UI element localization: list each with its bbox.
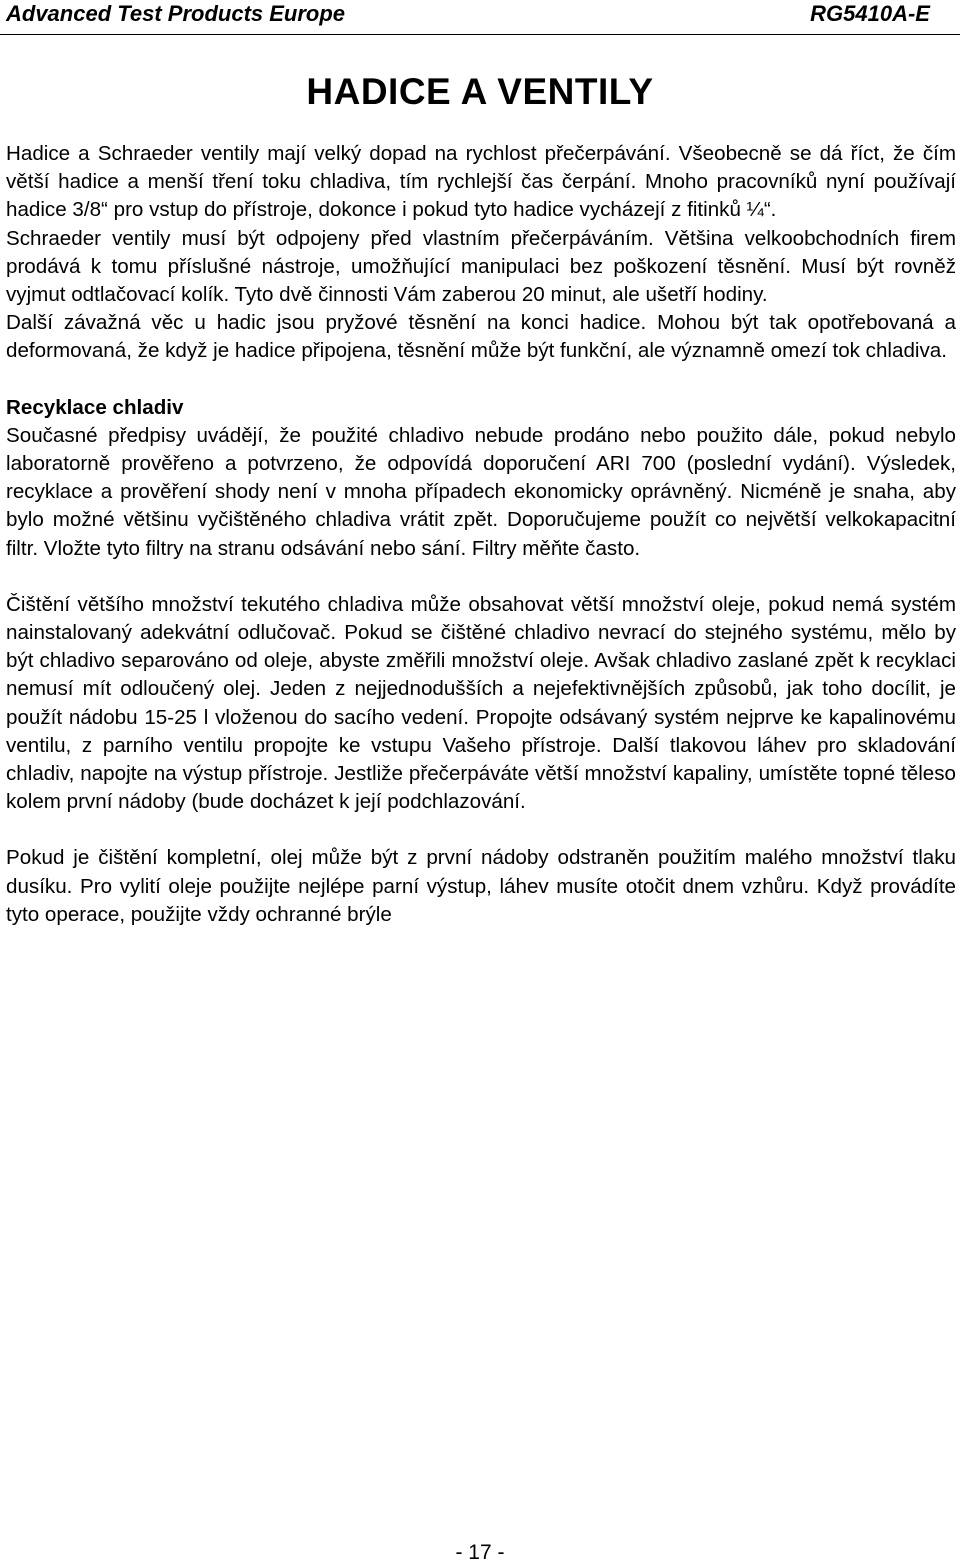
page-title: HADICE A VENTILY — [306, 71, 654, 112]
paragraph-oil-separation: Čištění většího množství tekutého chladiva může obsahovat větší množství oleje, pokud nemá systém nainstalovaný adekvátní odlučovač. Pokud se čištěné chladivo nevrací do stejného systému, mělo by být chladivo separováno od oleje, abyste změřili množství oleje. Avšak chladivo zaslané zpět k recyklaci nemusí mít odloučený olej. Jeden z nejjednodušších a nejefektivnějších způsobů, jak toho docílit, je použít nádobu 15-25 l vloženou do sacího vedení. Propojte odsávaný systém nejprve ke kapalinovému ventilu, z parního ventilu propojte ke vstupu Vašeho přístroje. Další tlakovou láhev pro skladování chladiv, napojte na výstup přístroje. Jestliže přečerpáváte větší množství kapaliny, umístěte topné těleso kolem první nádoby (bude docházet k její podchlazování. — [6, 592, 956, 814]
page-number: - 17 - — [455, 1541, 505, 1564]
section-heading-recycling: Recyklace chladiv — [6, 395, 184, 419]
paragraph-regulations: Současné předpisy uvádějí, že použité chladivo nebude prodáno nebo použito dále, pokud nebylo laboratorně prověřeno a potvrzeno, že odpovídá doporučení ARI 700 (poslední vydání). Výsledek, recyklace a prověření shody není v mnoha případech ekonomicky oprávněný. Nicméně je snaha, aby bylo možné většinu vyčištěného chladiva vrátit zpět. Doporučujeme použít co největší velkokapacitní filtr. Vložte tyto filtry na stranu odsávání nebo sání. Filtry měňte často. — [6, 423, 956, 560]
paragraph-hose-seals: Další závažná věc u hadic jsou pryžové těsnění na konci hadice. Mohou být tak opotřebovaná a deformovaná, že když je hadice připojena, těsnění může být funkční, ale významně omezí tok chladiva. — [6, 311, 956, 363]
paragraph-hoses-intro: Hadice a Schraeder ventily mají velký dopad na rychlost přečerpávání. Všeobecně se dá říct, že čím větší hadice a menší tření toku chladiva, tím rychlejší čas čerpání. Mnoho pracovníků nyní používají hadice 3/8“ pro vstup do přístroje, dokonce i pokud tyto hadice vycházejí z fitinků ¼“. — [6, 142, 956, 222]
page-header — [0, 0, 960, 35]
paragraph-schraeder-valves: Schraeder ventily musí být odpojeny před vlastním přečerpáváním. Většina velkoobchodních firem prodává k tomu příslušné nástroje, umožňující manipulaci bez poškození těsnění. Musí být rovněž vyjmut odtlačovací kolík. Tyto dvě činnosti Vám zaberou 20 minut, ale ušetří hodiny. — [6, 226, 956, 307]
document-body — [6, 140, 956, 929]
model-number: RG5410A-E — [810, 1, 930, 26]
company-name: Advanced Test Products Europe — [6, 1, 346, 26]
paragraph-cleaning-complete: Pokud je čištění kompletní, olej může být z první nádoby odstraněn použitím malého množství tlaku dusíku. Pro vylití oleje použijte nejlépe parní výstup, láhev musíte otočit dnem vzhůru. Když provádíte tyto operace, použijte vždy ochranné brýle — [6, 846, 956, 926]
